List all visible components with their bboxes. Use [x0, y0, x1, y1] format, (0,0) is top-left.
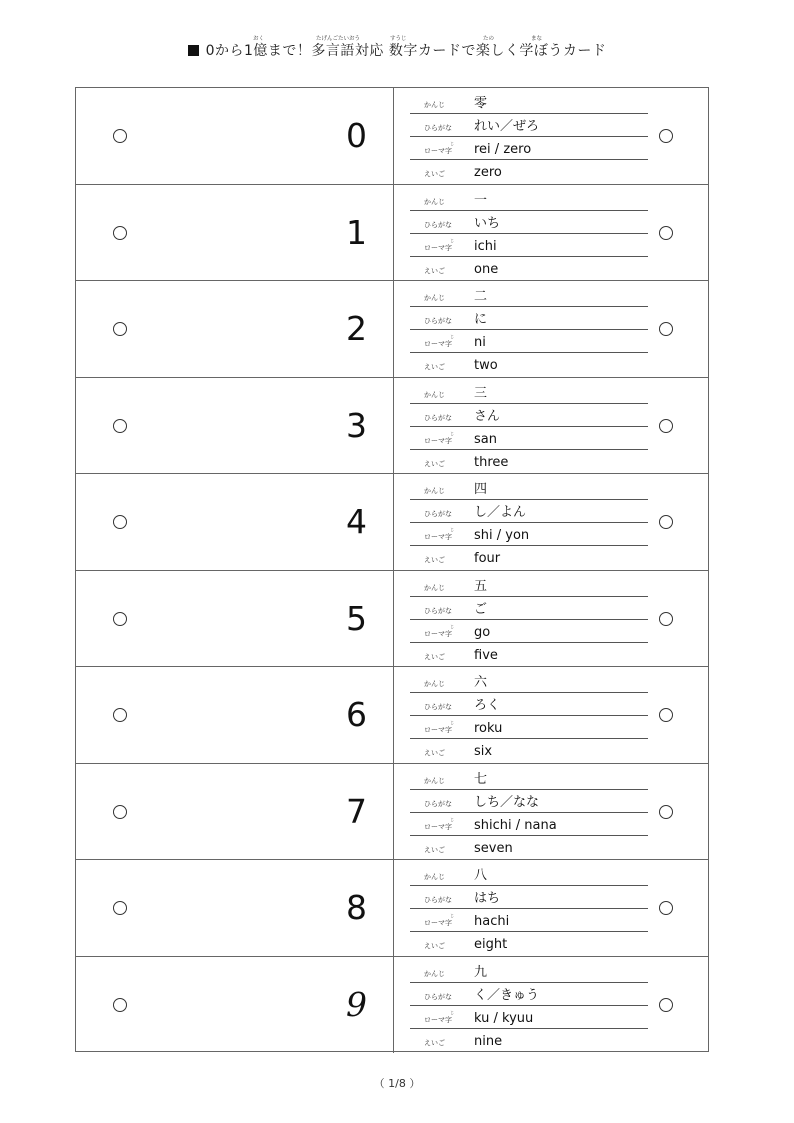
number-card: [76, 185, 708, 282]
card-numeral: 9: [346, 984, 367, 1024]
romaji-label: [424, 237, 474, 253]
kanji-value: 三: [474, 385, 488, 401]
hiragana-value: さん: [474, 408, 501, 424]
english-label: [424, 845, 474, 855]
english-value: three: [474, 454, 509, 470]
romaji-label-ruby: じ: [450, 237, 454, 243]
romaji-row: [410, 329, 648, 353]
card-numeral: 2: [346, 309, 367, 348]
kanji-label: [424, 872, 474, 882]
hiragana-value: ご: [474, 601, 488, 617]
english-label: [424, 169, 474, 179]
romaji-value: rei / zero: [474, 142, 532, 157]
romaji-row: [410, 426, 648, 450]
kanji-label-text: かんじ: [424, 487, 445, 495]
romaji-row: [410, 908, 648, 932]
romaji-value: roku: [474, 721, 503, 736]
kanji-row: [410, 90, 648, 114]
english-label: [424, 941, 474, 951]
punch-hole-circle-icon: [659, 612, 673, 626]
kanji-row: [410, 766, 648, 790]
card-back: [76, 88, 708, 184]
english-value: four: [474, 551, 501, 566]
punch-hole-circle-icon: [659, 322, 673, 336]
english-row: [410, 738, 648, 761]
romaji-label-text: ローマ字: [424, 629, 452, 638]
english-row: [410, 352, 648, 375]
number-card: [76, 474, 708, 571]
romaji-label-text: ローマ字: [424, 436, 452, 445]
hiragana-label-text: ひらがな: [424, 317, 452, 325]
card-back: [76, 185, 708, 281]
kanji-label-text: かんじ: [424, 390, 445, 399]
romaji-label-text: ローマ字: [424, 919, 452, 927]
romaji-label-text: ローマ字: [424, 1015, 452, 1024]
hiragana-row: [410, 982, 648, 1006]
page-number: （ 1/8 ）: [373, 1077, 421, 1090]
romaji-label-ruby: じ: [450, 527, 454, 532]
romaji-label: [424, 623, 474, 639]
kanji-value: 九: [474, 964, 488, 980]
romaji-value: ni: [474, 335, 486, 350]
hiragana-label: [424, 509, 474, 519]
romaji-row: [410, 233, 648, 257]
romaji-label-ruby: じ: [450, 816, 454, 822]
romaji-value: san: [474, 431, 497, 447]
english-row: [410, 449, 648, 472]
kanji-label-text: かんじ: [424, 680, 445, 688]
hiragana-label-text: ひらがな: [424, 703, 452, 711]
punch-hole-circle-icon: [659, 515, 673, 529]
card-back: [76, 571, 708, 667]
romaji-label-ruby: じ: [450, 141, 454, 146]
kanji-label: [424, 679, 474, 689]
card-numeral: 1: [346, 212, 367, 252]
hiragana-value: れい／ぜろ: [474, 119, 540, 134]
hiragana-label-text: ひらがな: [424, 799, 452, 808]
romaji-label: [424, 1009, 474, 1025]
hiragana-label: [424, 799, 474, 809]
english-label-text: えいご: [424, 942, 445, 950]
hiragana-value: いち: [474, 215, 501, 231]
hiragana-label: [424, 702, 474, 712]
ruby-suuji: すうじ: [390, 36, 407, 42]
english-label-text: えいご: [424, 845, 445, 854]
english-label-text: えいご: [424, 1038, 445, 1047]
english-value: two: [474, 358, 498, 373]
kanji-label: [424, 390, 474, 400]
ruby-tano: たの: [483, 36, 495, 42]
english-label-text: えいご: [424, 266, 445, 275]
kanji-row: [410, 573, 648, 597]
english-value: seven: [474, 840, 513, 856]
kanji-value: 六: [474, 675, 488, 690]
romaji-label-text: ローマ字: [424, 340, 452, 348]
romaji-value: go: [474, 624, 491, 640]
hiragana-value: に: [474, 312, 488, 327]
english-row: [410, 835, 648, 858]
english-label-text: えいご: [424, 170, 445, 178]
english-label-text: えいご: [424, 556, 445, 564]
romaji-label: [424, 720, 474, 735]
romaji-label-ruby: じ: [450, 430, 454, 436]
romaji-label: [424, 816, 474, 832]
punch-hole-circle-icon: [659, 129, 673, 143]
english-value: six: [474, 744, 493, 759]
square-bullet-icon: [188, 45, 199, 56]
romaji-value: hachi: [474, 914, 510, 929]
kanji-value: 五: [474, 578, 488, 594]
romaji-label: [424, 141, 474, 156]
number-card: [76, 378, 708, 475]
hiragana-label-text: ひらがな: [424, 606, 452, 615]
ruby-mana: まな: [531, 36, 543, 42]
number-card: [76, 860, 708, 957]
english-value: zero: [474, 165, 502, 180]
hiragana-label-text: ひらがな: [424, 220, 452, 229]
hiragana-row: [410, 210, 648, 234]
punch-hole-circle-icon: [659, 998, 673, 1012]
romaji-row: [410, 1005, 648, 1029]
kanji-value: 零: [474, 96, 488, 111]
kanji-label-text: かんじ: [424, 294, 445, 302]
card-back: [76, 378, 708, 474]
hiragana-label-text: ひらがな: [424, 413, 452, 422]
punch-hole-circle-icon: [659, 805, 673, 819]
card-back: [76, 957, 708, 1054]
english-row: [410, 159, 648, 182]
hiragana-label: [424, 220, 474, 230]
card-numeral: 4: [346, 502, 367, 541]
kanji-row: [410, 380, 648, 404]
hiragana-row: [410, 596, 648, 620]
kanji-label: [424, 969, 474, 979]
punch-hole-circle-icon: [659, 419, 673, 433]
romaji-value: shi / yon: [474, 528, 530, 543]
hiragana-row: [410, 113, 648, 137]
english-label: [424, 748, 474, 758]
romaji-value: ichi: [474, 238, 497, 254]
number-card: [76, 88, 708, 185]
kanji-label: [424, 197, 474, 207]
romaji-label-text: ローマ字: [424, 243, 452, 252]
romaji-row: [410, 619, 648, 643]
page-header: [0, 40, 794, 60]
number-card: [76, 667, 708, 764]
page-title-text: 0から1億まで！多言語対応 数字カードで楽しく学ぼうカード: [205, 43, 607, 59]
romaji-label-text: ローマ字: [424, 147, 452, 155]
kanji-label: [424, 776, 474, 786]
hiragana-label-text: ひらがな: [424, 992, 452, 1001]
kanji-label-text: かんじ: [424, 969, 445, 978]
english-row: [410, 642, 648, 665]
hiragana-label-text: ひらがな: [424, 896, 452, 904]
kanji-row: [410, 669, 648, 693]
english-value: five: [474, 647, 498, 663]
english-label: [424, 652, 474, 662]
ruby-oku: おく: [253, 36, 265, 42]
english-label-text: えいご: [424, 652, 445, 661]
romaji-label-text: ローマ字: [424, 726, 452, 734]
hiragana-label-text: ひらがな: [424, 124, 452, 132]
kanji-label-text: かんじ: [424, 583, 445, 592]
english-label-text: えいご: [424, 749, 445, 757]
hiragana-label: [424, 992, 474, 1002]
romaji-label-ruby: じ: [450, 1009, 454, 1015]
card-back: [76, 281, 708, 377]
kanji-value: 七: [474, 771, 488, 787]
hiragana-value: ろく: [474, 698, 501, 713]
hiragana-label-text: ひらがな: [424, 510, 452, 518]
hiragana-row: [410, 306, 648, 330]
english-label: [424, 555, 474, 565]
hiragana-row: [410, 499, 648, 523]
hiragana-label: [424, 895, 474, 905]
kanji-row: [410, 862, 648, 886]
card-back: [76, 764, 708, 860]
card-numeral: 8: [346, 888, 367, 927]
card-sheet: [75, 87, 709, 1052]
hiragana-row: [410, 789, 648, 813]
hiragana-label: [424, 123, 474, 133]
card-back: [76, 667, 708, 763]
english-label-text: えいご: [424, 363, 445, 371]
number-card: [76, 957, 708, 1054]
romaji-label-text: ローマ字: [424, 533, 452, 541]
english-label: [424, 266, 474, 276]
hiragana-value: しち／なな: [474, 794, 540, 810]
romaji-row: [410, 522, 648, 546]
number-card: [76, 281, 708, 378]
hiragana-value: く／きゅう: [474, 987, 540, 1003]
punch-hole-circle-icon: [659, 226, 673, 240]
hiragana-label: [424, 606, 474, 616]
english-row: [410, 1028, 648, 1051]
card-numeral: 3: [346, 405, 367, 445]
kanji-row: [410, 476, 648, 500]
kanji-value: 一: [474, 192, 488, 208]
page-title: [188, 40, 607, 60]
kanji-row: [410, 283, 648, 307]
english-row: [410, 931, 648, 954]
romaji-label-text: ローマ字: [424, 822, 452, 831]
english-value: eight: [474, 937, 508, 952]
english-row: [410, 545, 648, 568]
romaji-label: [424, 527, 474, 542]
romaji-row: [410, 715, 648, 739]
card-numeral: 5: [346, 598, 367, 638]
hiragana-label: [424, 413, 474, 423]
english-value: nine: [474, 1033, 503, 1049]
card-numeral: 7: [346, 791, 367, 831]
card-numeral: 0: [346, 116, 367, 155]
kanji-row: [410, 959, 648, 983]
kanji-label: [424, 486, 474, 496]
romaji-label-ruby: じ: [450, 334, 454, 339]
romaji-label-ruby: じ: [450, 623, 454, 629]
hiragana-row: [410, 692, 648, 716]
english-label: [424, 459, 474, 469]
kanji-label: [424, 100, 474, 110]
kanji-label-text: かんじ: [424, 197, 445, 206]
kanji-value: 八: [474, 868, 488, 883]
hiragana-label: [424, 316, 474, 326]
number-card: [76, 764, 708, 861]
romaji-value: ku / kyuu: [474, 1010, 534, 1026]
romaji-label: [424, 430, 474, 446]
kanji-row: [410, 187, 648, 211]
english-value: one: [474, 261, 499, 277]
romaji-label-ruby: じ: [450, 720, 454, 725]
kanji-label-text: かんじ: [424, 101, 445, 109]
hiragana-row: [410, 885, 648, 909]
kanji-label: [424, 293, 474, 303]
romaji-label: [424, 334, 474, 349]
kanji-value: 二: [474, 289, 488, 304]
romaji-row: [410, 136, 648, 160]
english-label: [424, 362, 474, 372]
hiragana-value: はち: [474, 891, 501, 906]
kanji-label: [424, 583, 474, 593]
hiragana-value: し／よん: [474, 505, 527, 520]
card-back: [76, 474, 708, 570]
kanji-label-text: かんじ: [424, 873, 445, 881]
english-label: [424, 1038, 474, 1048]
romaji-row: [410, 812, 648, 836]
number-card: [76, 571, 708, 668]
kanji-value: 四: [474, 482, 488, 497]
romaji-label-ruby: じ: [450, 913, 454, 918]
english-label-text: えいご: [424, 459, 445, 468]
kanji-label-text: かんじ: [424, 776, 445, 785]
hiragana-row: [410, 403, 648, 427]
punch-hole-circle-icon: [659, 708, 673, 722]
card-back: [76, 860, 708, 956]
romaji-label: [424, 913, 474, 928]
ruby-tagengo: たげんごたいおう: [316, 36, 361, 42]
card-numeral: 6: [346, 695, 367, 734]
punch-hole-circle-icon: [659, 901, 673, 915]
english-row: [410, 256, 648, 279]
romaji-value: shichi / nana: [474, 817, 557, 833]
